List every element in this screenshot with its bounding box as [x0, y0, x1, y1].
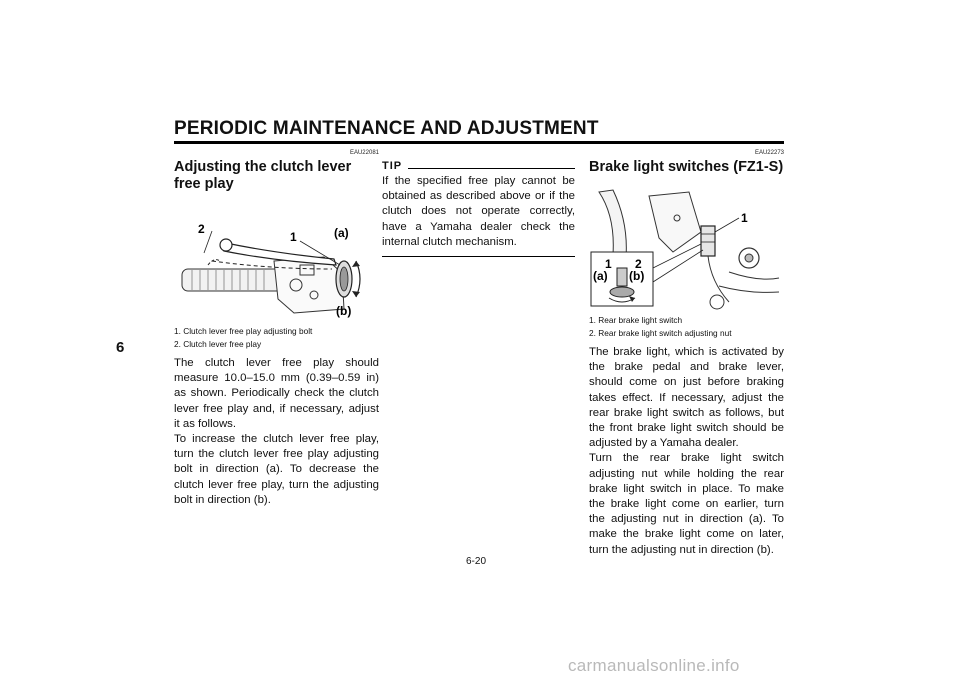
clutch-paragraph-2: To increase the clutch lever free play, turn the clutch lever free play adjusting bolt in direction (a). To decrease the clutch lever free play, turn the adjusting bolt in direction (b).: [174, 433, 379, 506]
brake-paragraph-2: Turn the rear brake light switch adjusting nut while holding the rear brake light switch in place. To make the brake light come on earlier, turn the adjusting nut in direction (a). To make the brake light come on later, turn the adjusting nut in direction (b).: [589, 452, 784, 556]
brake-caption-2: 2. Rear brake light switch adjusting nut: [589, 327, 732, 338]
clutch-fig-label-2: 2: [198, 222, 205, 236]
brake-switch-illustration: [589, 182, 784, 310]
tip-label: TIP: [382, 160, 403, 172]
brake-paragraph-1: The brake light, which is activated by the brake pedal and brake lever, should come on just before braking takes effect. If necessary, adjust the rear brake light switch as follows, but the front brake light switch should be adjusted by a Yamaha dealer.: [589, 346, 784, 450]
tip-header: [382, 160, 575, 172]
tip-text: If the specified free play cannot be obtained as described above or if the clutch does not operate correctly, have a Yamaha dealer check the internal clutch mechanism.: [382, 175, 575, 248]
brake-switch-figure: [589, 182, 784, 310]
brake-section: [589, 150, 784, 558]
clutch-figure-captions: [174, 325, 379, 350]
brake-figure-captions: [589, 314, 784, 339]
header-rule: [174, 141, 784, 144]
clutch-section: [174, 150, 379, 508]
clutch-lever-figure: [174, 199, 379, 321]
brake-inset-label-2: 2: [635, 257, 642, 271]
tip-header-rule: [408, 168, 575, 169]
watermark: carmanualsonline.info: [568, 656, 740, 675]
clutch-section-title: Adjusting the clutch lever free play: [174, 159, 352, 192]
brake-inset-label-a: (a): [593, 269, 608, 283]
clutch-paragraph-1: The clutch lever free play should measure 10.0–15.0 mm (0.39–0.59 in) as shown. Periodically check the clutch lever free play and, if necessary, adjust it as follows.: [174, 357, 379, 430]
brake-fig-label-1: 1: [741, 211, 748, 225]
clutch-fig-label-1: 1: [290, 230, 297, 244]
brake-body: [589, 345, 784, 558]
brake-caption-1: 1. Rear brake light switch: [589, 315, 683, 325]
brake-section-code: EAU22273: [754, 150, 784, 156]
brake-inset-label-b: (b): [629, 269, 645, 283]
clutch-caption-1: 1. Clutch lever free play adjusting bolt: [174, 326, 313, 336]
clutch-fig-label-b: (b): [336, 304, 352, 318]
clutch-lever-illustration: [174, 199, 379, 321]
page-number: 6-20: [466, 556, 487, 567]
clutch-fig-label-a: (a): [334, 226, 349, 240]
clutch-section-code: EAU22081: [349, 150, 379, 156]
tip-section: [382, 150, 575, 257]
section-tab: 6: [116, 330, 146, 366]
clutch-body: [174, 356, 379, 508]
tip-end-rule: [382, 256, 575, 257]
brake-section-title: Brake light switches (FZ1-S): [589, 159, 784, 175]
clutch-caption-2: 2. Clutch lever free play: [174, 338, 262, 349]
page-header-title: PERIODIC MAINTENANCE AND ADJUSTMENT: [174, 118, 599, 139]
brake-inset-label-1: 1: [605, 257, 612, 271]
